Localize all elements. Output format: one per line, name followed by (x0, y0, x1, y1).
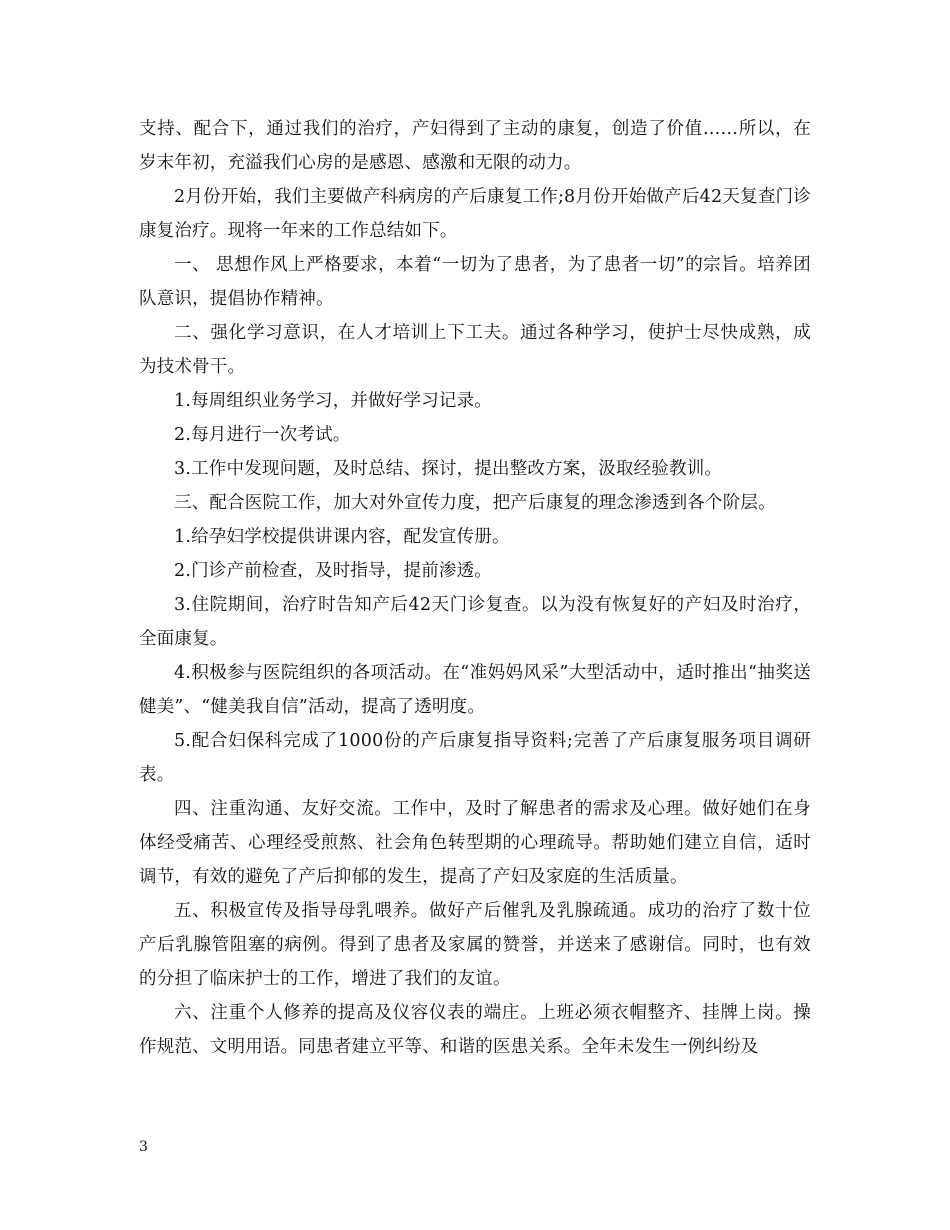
paragraph: 四、注重沟通、友好交流。工作中，及时了解患者的需求及心理。做好她们在身体经受痛苦、心理经受煎熬、社会角色转型期的心理疏导。帮助她们建立自信，适时调节，有效的避免了产后抑郁的发生，提高了产妇及家庭的生活质量。 (139, 799, 811, 887)
body-text (139, 112, 811, 1064)
paragraph: 六、注重个人修养的提高及仪容仪表的端庄。上班必须衣帽整齐、挂牌上岗。操作规范、文明用语。同患者建立平等、和谐的医患关系。全年未发生一例纠纷及 (139, 1003, 811, 1057)
paragraph: 1.每周组织业务学习，并做好学习记录。 (174, 391, 492, 411)
paragraph: 5.配合妇保科完成了1000份的产后康复指导资料;完善了产后康复服务项目调研表。 (139, 731, 811, 785)
paragraph: 五、积极宣传及指导母乳喂养。做好产后催乳及乳腺疏通。成功的治疗了数十位产后乳腺管阻塞的病例。得到了患者及家属的赞誉，并送来了感谢信。同时，也有效的分担了临床护士的工作，增进了我们的友谊。 (139, 901, 811, 989)
page-number: 3 (139, 1139, 148, 1155)
paragraph: 2.每月进行一次考试。 (174, 425, 351, 445)
paragraph: 支持、配合下，通过我们的治疗，产妇得到了主动的康复，创造了价值……所以，在岁末年初，充溢我们心房的是感恩、感激和无限的动力。 (139, 119, 811, 173)
paragraph: 2月份开始，我们主要做产科病房的产后康复工作;8月份开始做产后42天复查门诊康复治疗。现将一年来的工作总结如下。 (139, 187, 811, 241)
paragraph: 一、 思想作风上严格要求，本着“一切为了患者，为了患者一切”的宗旨。培养团队意识，提倡协作精神。 (139, 255, 811, 309)
paragraph: 三、配合医院工作，加大对外宣传力度，把产后康复的理念渗透到各个阶层。 (174, 493, 776, 513)
paragraph: 2.门诊产前检查，及时指导，提前渗透。 (174, 561, 492, 581)
paragraph: 二、强化学习意识，在人才培训上下工夫。通过各种学习，使护士尽快成熟，成为技术骨干。 (139, 323, 811, 377)
paragraph: 3.工作中发现问题，及时总结、探讨，提出整改方案，汲取经验教训。 (174, 459, 723, 479)
paragraph: 1.给孕妇学校提供讲课内容，配发宣传册。 (174, 527, 510, 547)
paragraph: 4.积极参与医院组织的各项活动。在“准妈妈风采”大型活动中，适时推出“抽奖送健美”、“健美我自信”活动，提高了透明度。 (139, 663, 811, 717)
paragraph: 3.住院期间，治疗时告知产后42天门诊复查。以为没有恢复好的产妇及时治疗，全面康复。 (139, 595, 811, 649)
